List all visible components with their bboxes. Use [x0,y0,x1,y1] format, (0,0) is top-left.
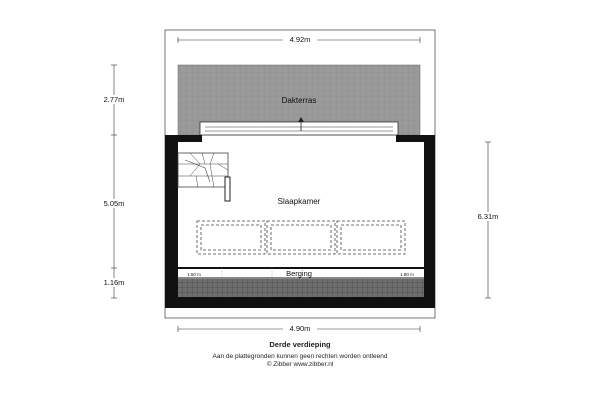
room-label-terrace: Dakterras [281,96,317,105]
wall-bottom [165,297,435,308]
wall-right [424,135,435,308]
copyright-text: © Zibber www.zibber.nl [266,361,334,368]
disclaimer-text: Aan de plattegronden kunnen geen rechten worden ontleend [212,353,388,360]
dimension-bottom-label: 4.90m [289,324,311,333]
storage-dim-right: 1.80 m [400,272,414,277]
dimension-right-label: 6.31m [477,212,499,221]
room-label-storage: Berging [286,269,312,278]
dimension-left-middle-label: 5.05m [103,199,125,208]
dimension-left-upper-label: 2.77m [103,95,125,104]
dimension-left-lower-label: 1.16m [103,278,125,287]
wall-left [165,135,178,308]
room-label-bedroom: Slaapkamer [277,197,321,206]
eaves-area [178,279,424,297]
storage-dim-left: 1.50 m [187,272,201,277]
dimension-top-label: 4.92m [289,35,311,44]
terrace-doorframe [200,122,398,135]
floor-title: Derde verdieping [269,340,331,349]
